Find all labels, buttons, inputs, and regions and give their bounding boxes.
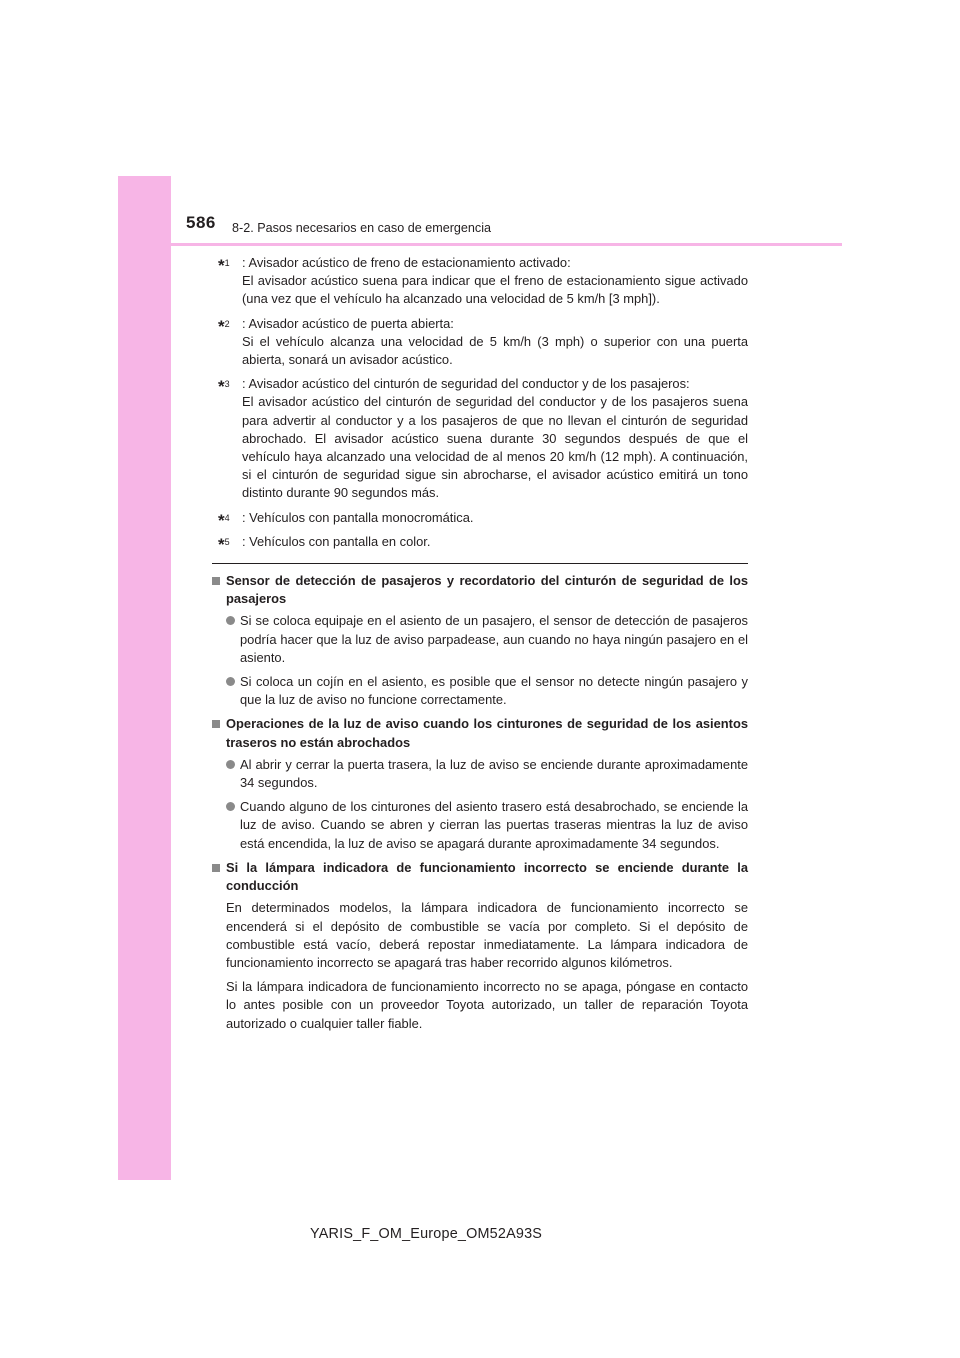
square-bullet-icon <box>212 864 220 872</box>
footnote-5 <box>212 533 748 554</box>
footnote-number: 4 <box>224 512 230 523</box>
asterisk-icon: * <box>218 316 225 336</box>
footnote-title: : Avisador acústico del cinturón de seguridad del conductor y de los pasajeros: <box>242 376 690 392</box>
footnote-2 <box>212 315 748 370</box>
footnote-text: El avisador acústico del cinturón de seguridad del conductor y de los pasajeros suena para advertir al conductor y a los pasajeros de que no llevan el cinturón de seguridad abrochado. El avisador acústico suena durante 30 segundos después de que el vehículo haya alcanzado una velocidad de al menos 20 km/h (12 mph). A continuación, si el cinturón de seguridad sigue sin abrocharse, el avisador acústico emitirá un tono distinto durante 90 segundos más. <box>242 394 748 501</box>
list-item <box>226 756 748 792</box>
list-item <box>226 612 748 667</box>
list-item-text: Si se coloca equipaje en el asiento de un pasajero, el sensor de detección de pasajeros podría hacer que la luz de aviso parpadease, aun cuando no haya ningún pasajero en el asiento. <box>240 613 748 665</box>
round-bullet-icon <box>226 677 235 686</box>
footnote-3 <box>212 375 748 502</box>
round-bullet-icon <box>226 802 235 811</box>
list-item-text: Al abrir y cerrar la puerta trasera, la luz de aviso se enciende durante aproximadamente 34 segundos. <box>240 756 748 791</box>
section-divider <box>212 563 748 564</box>
section-heading: Sensor de detección de pasajeros y recordatorio del cinturón de seguridad de los pasajeros <box>226 573 748 607</box>
footnote-title: : Avisador acústico de puerta abierta: <box>242 315 454 331</box>
round-bullet-icon <box>226 760 235 769</box>
asterisk-icon: * <box>218 256 225 275</box>
section-malfunction-lamp <box>212 859 748 1033</box>
footnote-title: : Vehículos con pantalla monocromática. <box>242 509 474 525</box>
side-color-band <box>118 176 171 1180</box>
footnote-marker <box>218 509 230 531</box>
asterisk-icon: * <box>218 377 225 397</box>
footnote-marker <box>218 375 230 397</box>
section-passenger-sensor <box>212 572 748 709</box>
square-bullet-icon <box>212 577 220 585</box>
paragraph: Si la lámpara indicadora de funcionamiento incorrecto no se apaga, póngase en contacto lo antes posible con un proveedor Toyota autorizado, un taller de reparación Toyota autorizado o cualquier taller fiable. <box>226 979 748 1031</box>
footnote-number: 3 <box>224 379 230 390</box>
section-heading: Operaciones de la luz de aviso cuando los cinturones de seguridad de los asientos traseros no están abrochados <box>226 716 748 750</box>
footnote-number: 1 <box>224 258 230 268</box>
footnote-title: : Vehículos con pantalla en color. <box>242 533 431 549</box>
footnote-number: 2 <box>224 318 230 329</box>
footnote-1 <box>212 254 748 309</box>
asterisk-icon: * <box>218 510 225 530</box>
footnote-marker <box>218 533 230 555</box>
footnote-marker <box>218 254 230 276</box>
footnote-title: : Avisador acústico de freno de estacionamiento activado: <box>242 255 571 270</box>
section-title: 8-2. Pasos necesarios en caso de emergencia <box>232 221 492 235</box>
round-bullet-icon <box>226 616 235 625</box>
footnote-text: El avisador acústico suena para indicar que el freno de estacionamiento sigue activado (una vez que el vehículo ha alcanzado una velocidad de 5 km/h [3 mph]). <box>242 273 748 307</box>
section-heading: Si la lámpara indicadora de funcionamiento incorrecto se enciende durante la conducción <box>226 859 748 894</box>
page-number: 586 <box>186 213 216 232</box>
list-item <box>226 673 748 709</box>
page-content <box>212 254 748 1039</box>
footnote-4 <box>212 509 748 530</box>
list-item-text: Si coloca un cojín en el asiento, es posible que el sensor no detecte ningún pasajero y que la luz de aviso no funcione correctamente. <box>240 674 748 708</box>
section-rear-seatbelt-warning <box>212 715 748 852</box>
document-id: YARIS_F_OM_Europe_OM52A93S <box>310 1226 543 1242</box>
footnote-text: Si el vehículo alcanza una velocidad de 5 km/h (3 mph) o superior con una puerta abierta, sonará un avisador acústico. <box>242 333 748 368</box>
footnote-number: 5 <box>224 536 230 547</box>
list-item-text: Cuando alguno de los cinturones del asiento trasero está desabrochado, se enciende la luz de aviso. Cuando se abren y cierran las puertas traseras mientras la luz de aviso está encendida, la luz de aviso se apagará durante aproximadamente 34 segundos. <box>240 799 748 851</box>
list-item <box>226 798 748 853</box>
asterisk-icon: * <box>218 534 225 554</box>
square-bullet-icon <box>212 720 220 728</box>
header-rule <box>171 243 842 246</box>
paragraph: En determinados modelos, la lámpara indicadora de funcionamiento incorrecto se encenderá si el depósito de combustible se vacía por completo. Si el depósito de combustible está vacío, deberá repostar inmediatamente. La lámpara indicadora de funcionamiento incorrecto se apagará tras haber recorrido algunos kilómetros. <box>226 900 748 970</box>
footnote-marker <box>218 315 230 337</box>
